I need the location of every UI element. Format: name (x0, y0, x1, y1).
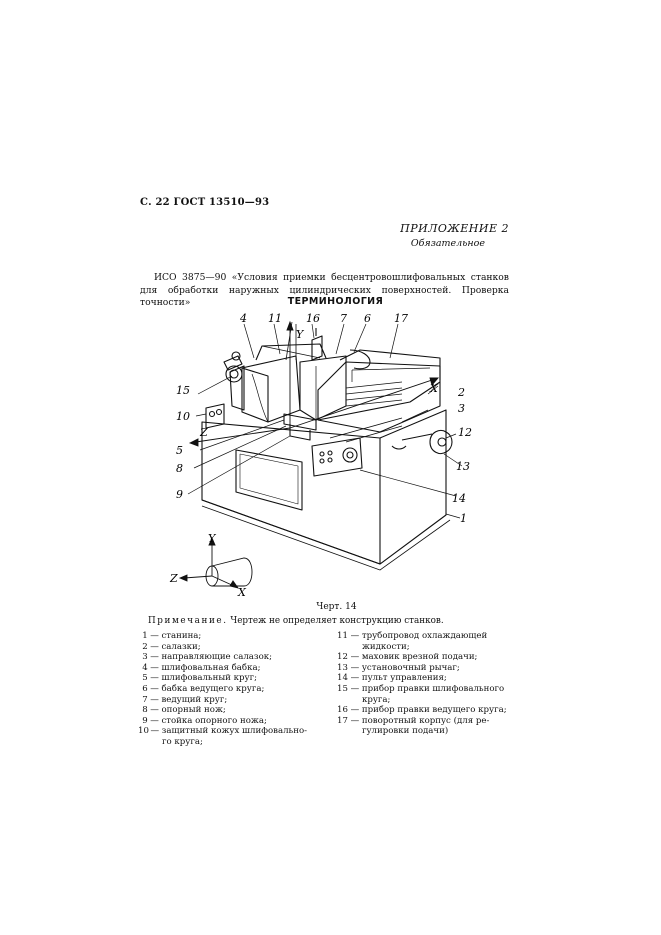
legend-item: 3 — направляющие салазок; (142, 652, 273, 663)
callout-3: 3 (458, 402, 465, 415)
callout-4: 4 (240, 312, 247, 325)
legend-item: 4 — шлифовальная бабка; (142, 662, 261, 673)
legend-item: 13 — установочный рычаг; (337, 662, 460, 673)
legend-item: 5 — шлифовальный круг; (142, 673, 257, 684)
section-title: ТЕРМИНОЛОГИЯ (287, 296, 384, 307)
callout-1: 1 (460, 512, 467, 525)
control-panel (312, 438, 362, 476)
callout-8: 8 (176, 462, 183, 475)
machine-drawing (140, 310, 520, 600)
note (148, 616, 444, 626)
callout-2: 2 (458, 386, 465, 399)
axis-z-label: Z (200, 426, 208, 439)
small-axis-z-label: Z (170, 572, 178, 585)
axis-x-label: X (430, 382, 438, 395)
callout-13: 13 (456, 460, 470, 473)
axis-y-label: Y (296, 328, 304, 341)
legend-item: 14 — пульт управления; (337, 673, 447, 684)
callout-6: 6 (364, 312, 371, 325)
appendix-title: ПРИЛОЖЕНИЕ 2 (400, 222, 509, 235)
callout-11: 11 (268, 312, 282, 325)
legend-item: 15 — прибор правки шлифовального (337, 683, 505, 694)
callout-14: 14 (452, 492, 466, 505)
small-axis-y-label: Y (208, 532, 216, 545)
legend-item: 16 — прибор правки ведущего круга; (337, 705, 507, 716)
note-label: Примечание. (148, 616, 228, 626)
legend-item: 12 — маховик врезной подачи; (337, 652, 478, 663)
legend-item: 9 — стойка опорного ножа; (142, 715, 267, 726)
legend-item: 2 — салазки; (142, 641, 201, 652)
legend-item: 10 — защитный кожух шлифовально- (138, 726, 308, 737)
bed-window (236, 450, 302, 510)
legend-right (336, 631, 511, 737)
slide (318, 362, 440, 420)
intro-paragraph: ИСО 3875—90 «Условия приемки бесцентровошлифовальных станков для обработки наружных цилиндрических поверхностей. Проверка точности» (140, 272, 509, 308)
callout-9: 9 (176, 488, 183, 501)
callout-12: 12 (458, 426, 472, 439)
bed-outline (202, 422, 380, 564)
small-axis-diagram (180, 538, 252, 588)
legend-item-continuation: жидкости; (362, 641, 410, 652)
callout-10: 10 (176, 410, 190, 423)
vent-slots (346, 382, 402, 406)
grinding-head (242, 356, 300, 422)
legend-item: 7 — ведущий круг; (142, 694, 228, 705)
regulating-head (300, 356, 346, 420)
handwheel (430, 430, 452, 453)
callout-15: 15 (176, 384, 190, 397)
callout-7: 7 (340, 312, 347, 325)
legend-item: 1 — станина; (142, 631, 202, 641)
legend-item-continuation: гулировки подачи) (362, 726, 449, 737)
small-axis-x-label: X (238, 586, 246, 599)
legend-item: 11 — трубопровод охлаждающей (337, 631, 488, 641)
legend-item-continuation: го круга; (162, 736, 203, 747)
page-header: С. 22 ГОСТ 13510—93 (140, 197, 270, 208)
callout-16: 16 (306, 312, 320, 325)
legend-left (138, 631, 308, 748)
legend-item: 17 — поворотный корпус (для ре- (337, 715, 490, 726)
legend-item: 6 — бабка ведущего круга; (142, 683, 265, 694)
callout-17: 17 (394, 312, 408, 325)
note-text: Чертеж не определяет конструкцию станков. (230, 616, 444, 626)
figure-caption: Черт. 14 (316, 602, 357, 612)
callout-5: 5 (176, 444, 183, 457)
legend-item: 8 — опорный нож; (142, 705, 226, 716)
legend-item-continuation: круга; (362, 694, 391, 705)
appendix-subtitle: Обязательное (410, 238, 485, 249)
